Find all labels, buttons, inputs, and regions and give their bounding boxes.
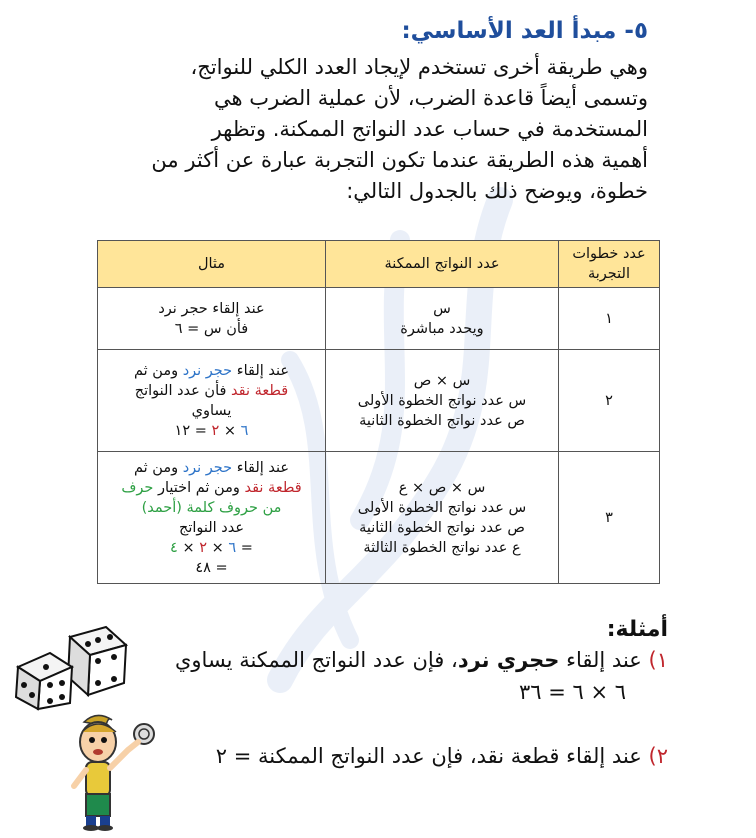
table-header-row [98, 241, 660, 288]
letter-term: حرف [121, 479, 154, 496]
counting-principle-table [97, 240, 660, 584]
steps-cell: ١ [559, 288, 660, 350]
boy-flipping-coin-icon [62, 712, 166, 832]
example-cell [98, 350, 326, 452]
count-line: س عدد نواتج الخطوة الأولى [357, 499, 527, 516]
example-1 [175, 648, 668, 672]
table-row [98, 452, 660, 584]
equals-sign: = [240, 539, 253, 556]
header-steps-line2: التجربة [588, 266, 630, 282]
example-cell [98, 452, 326, 584]
factor-letter: ٤ [170, 539, 178, 556]
table-row [98, 288, 660, 350]
factor-die: ٦ [228, 539, 237, 556]
example-line: عند إلقاء حجر نرد [158, 300, 265, 317]
example-bold-term: حجري نرد [457, 648, 560, 672]
count-line: س × ص × ع [398, 479, 486, 496]
header-count: عدد النواتج الممكنة [326, 241, 559, 288]
count-line: ع عدد نواتج الخطوة الثالثة [363, 539, 521, 556]
examples-title: أمثلة: [606, 617, 668, 642]
section-heading: ٥- مبدأ العد الأساسي: [401, 18, 648, 44]
coin-term: قطعة نقد [231, 382, 289, 399]
header-steps-line1: عدد خطوات [572, 246, 646, 262]
times-sign: × [223, 422, 237, 439]
count-line: س [433, 300, 451, 317]
example-text: ومن ثم اختيار [157, 479, 240, 496]
example-text: ومن ثم [133, 459, 179, 476]
example-line: فأن س = ٦ [174, 320, 249, 337]
example-1-result: ٦ × ٦ = ٣٦ [518, 680, 626, 704]
product-result: = ٤٨ [195, 559, 228, 576]
intro-paragraph [108, 52, 648, 207]
steps-cell: ٣ [559, 452, 660, 584]
intro-line: أهمية هذه الطريقة عندما تكون التجربة عبارة عن أكثر من [151, 148, 648, 172]
count-line: س × ص [413, 372, 471, 389]
product-result: = ١٢ [174, 422, 207, 439]
header-example: مثال [98, 241, 326, 288]
die-term: حجر نرد [182, 459, 233, 476]
die-term: حجر نرد [182, 362, 233, 379]
example-number: ٢) [648, 744, 668, 768]
example-text: ، فإن عدد النواتج الممكنة يساوي [174, 648, 458, 672]
example-text: عدد النواتج [178, 519, 245, 536]
factor-coin: ٢ [199, 539, 208, 556]
letter-source: من حروف كلمة (أحمد) [141, 499, 282, 516]
count-cell [326, 452, 559, 584]
coin-term: قطعة نقد [244, 479, 302, 496]
count-cell [326, 350, 559, 452]
example-cell [98, 288, 326, 350]
count-line: ص عدد نواتج الخطوة الثانية [359, 519, 525, 536]
steps-cell: ٢ [559, 350, 660, 452]
header-steps [559, 241, 660, 288]
count-cell [326, 288, 559, 350]
example-text: عند إلقاء [236, 362, 290, 379]
factor-die: ٦ [240, 422, 249, 439]
example-text: عند إلقاء [236, 459, 290, 476]
example-2 [216, 744, 668, 768]
example-text: عند إلقاء [566, 648, 642, 672]
example-text: يساوي [191, 402, 232, 419]
times-sign: × [182, 539, 195, 556]
factor-coin: ٢ [211, 422, 220, 439]
example-text: ومن ثم [133, 362, 179, 379]
intro-line: وهي طريقة أخرى تستخدم لإيجاد العدد الكلي للنواتج، [190, 55, 648, 79]
dice-icon [10, 623, 130, 711]
table-row [98, 350, 660, 452]
count-line: ص عدد نواتج الخطوة الثانية [359, 412, 525, 429]
example-number: ١) [648, 648, 668, 672]
count-line: ويحدد مباشرة [400, 320, 484, 337]
count-line: س عدد نواتج الخطوة الأولى [357, 392, 527, 409]
intro-line: المستخدمة في حساب عدد النواتج الممكنة. وتظهر [211, 117, 648, 141]
times-sign: × [211, 539, 224, 556]
example-text: عند إلقاء قطعة نقد، فإن عدد النواتج الممكنة = ٢ [215, 744, 642, 768]
example-text: فأن عدد النواتج [134, 382, 227, 399]
intro-line: خطوة، ويوضح ذلك بالجدول التالي: [346, 179, 648, 203]
intro-line: وتسمى أيضاً قاعدة الضرب، لأن عملية الضرب هي [214, 86, 648, 110]
